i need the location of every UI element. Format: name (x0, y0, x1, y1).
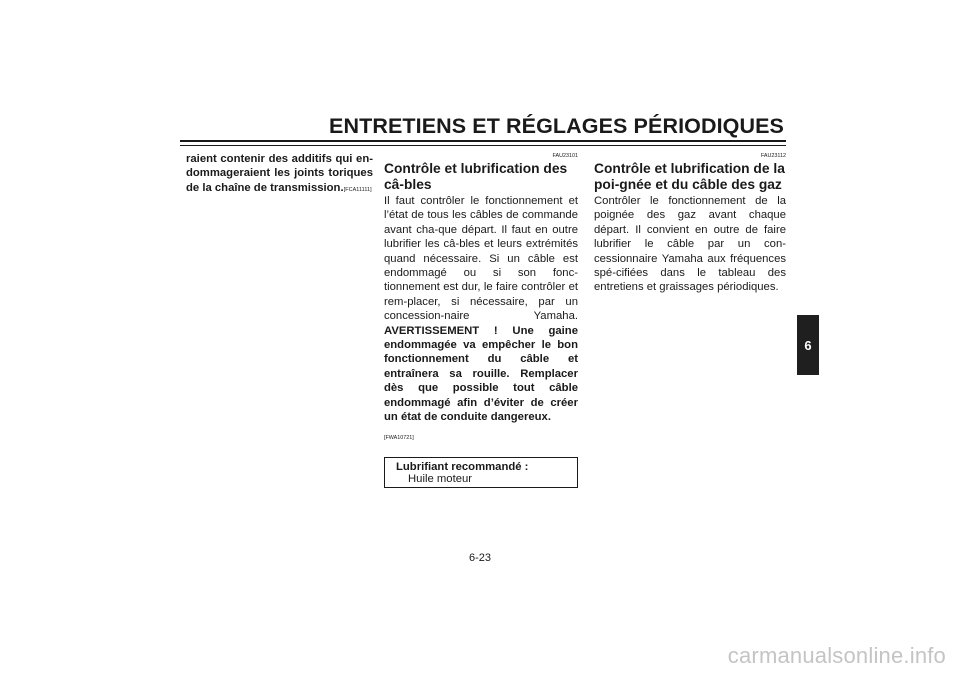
throttle-body-text: Contrôler le fonctionnement de la poignée des gaz avant chaque départ. Il convient en outre de faire lubrifier le câble par un con-cessionnaire Yamaha aux fréquences spé-cifiées dans le tableau des entretiens et graissages périodiques. (594, 195, 786, 294)
page-number: 6-23 (468, 552, 492, 564)
lubricant-box (384, 457, 578, 488)
header-rule-thick (180, 140, 786, 142)
continued-caution-text: raient contenir des additifs qui en-dommageraient les joints toriques de la chaîne de transmission. (186, 153, 373, 194)
section-heading-throttle: Contrôle et lubrification de la poi-gnée et du câble des gaz (594, 161, 785, 192)
section-title: ENTRETIENS ET RÉGLAGES PÉRIODIQUES (329, 114, 784, 138)
lubricant-label: Lubrifiant recommandé : (396, 460, 529, 473)
section-code: FAU23112 (760, 153, 786, 159)
header-rule-thin (180, 145, 786, 146)
watermark: carmanualsonline.info (727, 643, 946, 668)
section-heading-cables: Contrôle et lubrification des câ-bles (384, 161, 568, 192)
chapter-tab: 6 (797, 315, 819, 375)
column-middle (384, 152, 578, 488)
column-left (186, 152, 373, 197)
column-right (594, 152, 786, 295)
lubricant-value: Huile moteur (408, 473, 473, 486)
caution-code: [FCA11111] (343, 186, 372, 193)
section-code: FAU23101 (552, 153, 578, 159)
section-body (384, 194, 578, 425)
warning-text: AVERTISSEMENT ! Une gaine endommagée va empêcher le bon fonctionnement du câble et entraînera sa rouille. Remplacer dès que possible tout câble endommagé afin d’éviter de créer un état de conduite dangereux. (384, 324, 578, 424)
warning-code: [FWA10721] (384, 434, 414, 441)
cables-body-text: Il faut contrôler le fonctionnement et l’état de tous les câbles de commande avant cha-que départ. Il faut en outre lubrifier les câ-bles et leurs extrémités quand nécessaire. Si un câble est endommagé ou si son fonc-tionnement est dur, le faire contrôler et rem-placer, si nécessaire, par un concession-naire Yamaha. (384, 195, 578, 323)
